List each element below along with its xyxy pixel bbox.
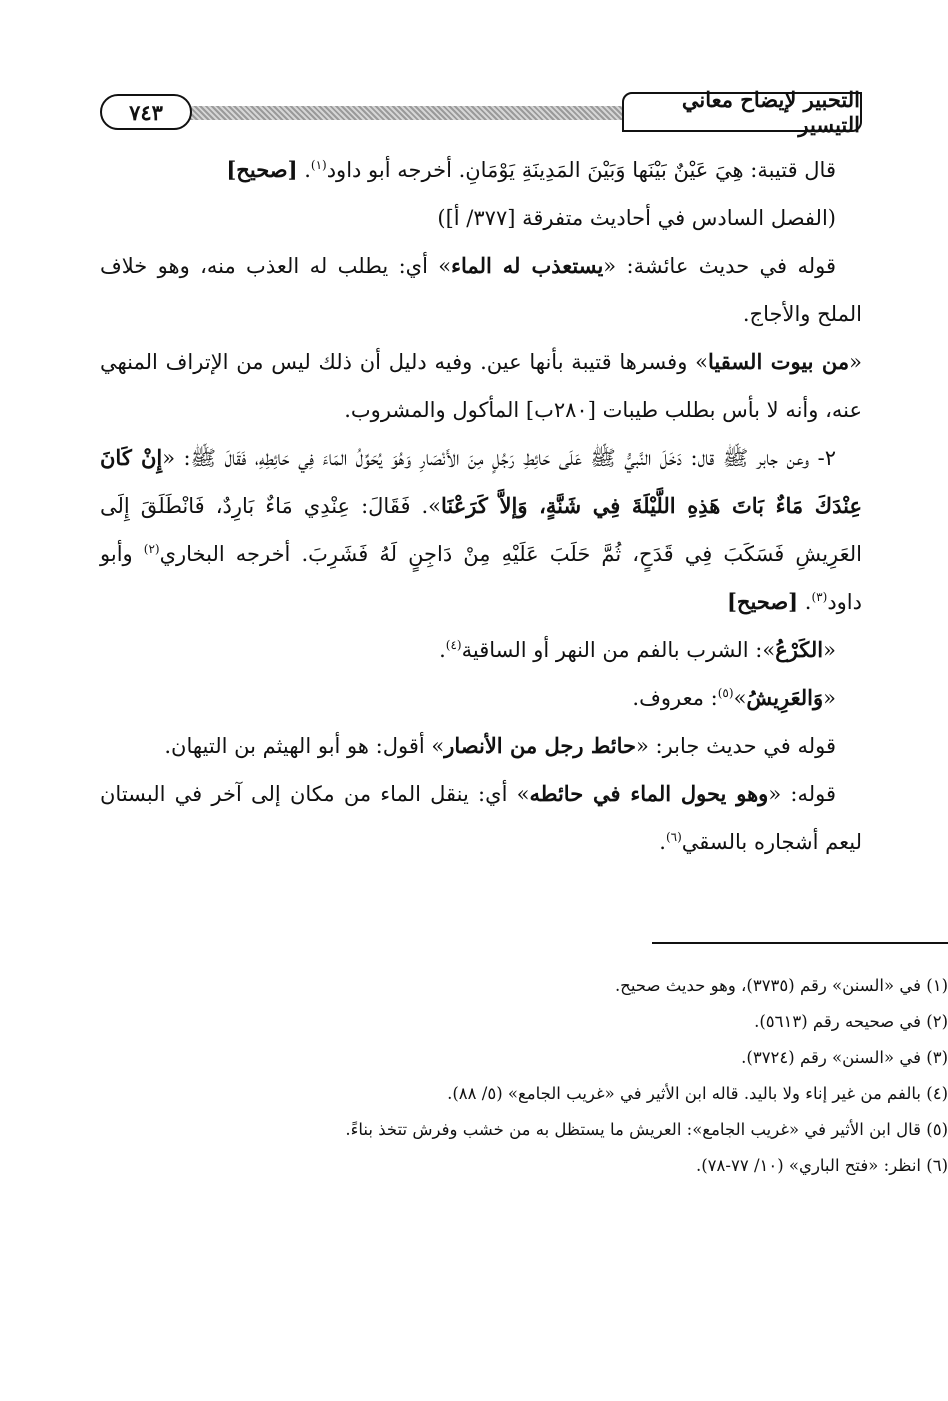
text-run: » وفسرها قتيبة بأنها عين. وفيه دليل أن ذلك ليس من الإتراف المنهي عنه، وأنه لا بأس بطلب طيبات [٢٨٠ب] المأكول والمشروب. bbox=[100, 350, 862, 422]
paragraph bbox=[100, 242, 862, 338]
paragraph bbox=[100, 146, 862, 194]
footnote-ref: (٣) bbox=[811, 590, 828, 604]
running-title: التحبير لإيضاح معاني التيسير bbox=[622, 92, 862, 132]
emphasis-text: وهو يحول الماء في حائطه bbox=[529, 781, 769, 806]
text-run: (الفصل السادس في أحاديث متفرقة [٣٧٧/ أ]) bbox=[437, 206, 836, 230]
footnote: (٢) في صحيحه رقم (٥٦١٣). bbox=[754, 1012, 948, 1031]
footnote-ref: (١) bbox=[310, 158, 327, 172]
text-run: « bbox=[823, 686, 836, 710]
text-run: »: الشرب بالفم من النهر أو الساقية bbox=[461, 638, 776, 662]
body-text bbox=[100, 146, 862, 866]
footnotes bbox=[186, 968, 948, 1184]
emphasis-text: الكَرْعُ bbox=[775, 637, 824, 662]
paragraph bbox=[100, 674, 862, 722]
emphasis-text: يستعذب له الماء bbox=[451, 253, 604, 278]
text-run: » أقول: هو أبو الهيثم بن التيهان. bbox=[164, 734, 445, 758]
book-page bbox=[100, 88, 862, 866]
text-run: قال قتيبة: هِيَ عَيْنٌ بَيْنَها وَبَيْنَ المَدِينَةِ يَوْمَانِ. أخرجه أبو داود bbox=[326, 158, 836, 182]
emphasis-text: [صحيح] bbox=[726, 589, 799, 614]
paragraph bbox=[100, 434, 862, 626]
text-run: . bbox=[798, 590, 812, 614]
paragraph bbox=[100, 626, 862, 674]
emphasis-text: من بيوت السقيا bbox=[707, 349, 850, 374]
paragraph bbox=[100, 770, 862, 866]
text-run: قوله: « bbox=[768, 782, 836, 806]
text-run: : معروف. bbox=[632, 686, 718, 710]
emphasis-text: حائط رجل من الأنصار bbox=[444, 733, 636, 758]
emphasis-text: وَالعَرِيشُ bbox=[746, 685, 824, 710]
footnote-ref: (٤) bbox=[445, 638, 462, 652]
footnote: (٥) قال ابن الأثير في «غريب الجامع»: العريش ما يستظل به من خشب وفرش تتخذ بناءً. bbox=[345, 1120, 948, 1139]
footnote: (٤) بالفم من غير إناء ولا باليد. قاله ابن الأثير في «غريب الجامع» (٥/ ٨٨). bbox=[447, 1084, 948, 1103]
footnote: (١) في «السنن» رقم (٣٧٣٥)، وهو حديث صحيح. bbox=[614, 976, 948, 995]
paragraph bbox=[100, 338, 862, 434]
text-run: ». فَقَالَ: عِنْدِي مَاءٌ بَارِدٌ، فَانْطَلَقَ إِلَى العَرِيشِ فَسَكَبَ فِي قَدَحٍ، ثُمَّ حَلَبَ عَلَيْهِ مِنْ دَاجِنٍ لَهُ فَشَرِبَ. أخرجه البخاري bbox=[100, 494, 862, 566]
text-run: « bbox=[849, 350, 862, 374]
text-run: قوله في حديث عائشة: « bbox=[603, 254, 836, 278]
text-run: » أي: ينقل الماء من مكان إلى آخر في البستان ليعم أشجاره بالسقي bbox=[100, 782, 862, 854]
text-run: . bbox=[297, 158, 311, 182]
text-run: قوله في حديث جابر: « bbox=[636, 734, 836, 758]
footnote-separator bbox=[652, 942, 948, 944]
text-run: وأبو داود bbox=[100, 542, 862, 614]
page-number: ٧٤٣ bbox=[100, 94, 192, 130]
paragraph bbox=[100, 194, 862, 242]
text-run: ٢- وعن جابر ﷺ قال: دَخَلَ النَّبيُّ ﷺ عَلَى حَائِطِ رَجُلٍ مِنَ الأَنْصَارِ وَهُوَ يُحَوِّلُ المَاءَ فِي حَائِطِهِ، فَقَالَ ﷺ: « bbox=[162, 446, 836, 470]
text-run: « bbox=[823, 638, 836, 662]
header-decorative-band bbox=[162, 106, 622, 120]
footnote-ref: (٢) bbox=[143, 542, 160, 556]
text-run: » bbox=[733, 686, 747, 710]
text-run: . bbox=[439, 638, 446, 662]
emphasis-text: [صحيح] bbox=[226, 157, 298, 182]
paragraph bbox=[100, 722, 862, 770]
footnote-ref: (٦) bbox=[665, 830, 682, 844]
text-run: » أي: يطلب له العذب منه، وهو خلاف الملح والأجاج. bbox=[100, 254, 862, 326]
text-run: . bbox=[659, 830, 666, 854]
footnote-ref: (٥) bbox=[717, 686, 734, 700]
page-header bbox=[100, 88, 862, 140]
emphasis-text: إِنْ كَانَ عِنْدَكَ مَاءٌ بَاتَ هَذِهِ اللَّيْلَةَ فِي شَنَّةٍ، وَإلاَّ كَرَعْنَا bbox=[100, 445, 862, 518]
footnote: (٦) انظر: «فتح الباري» (١٠/ ٧٧-٧٨). bbox=[695, 1156, 948, 1175]
footnote: (٣) في «السنن» رقم (٣٧٢٤). bbox=[741, 1048, 948, 1067]
